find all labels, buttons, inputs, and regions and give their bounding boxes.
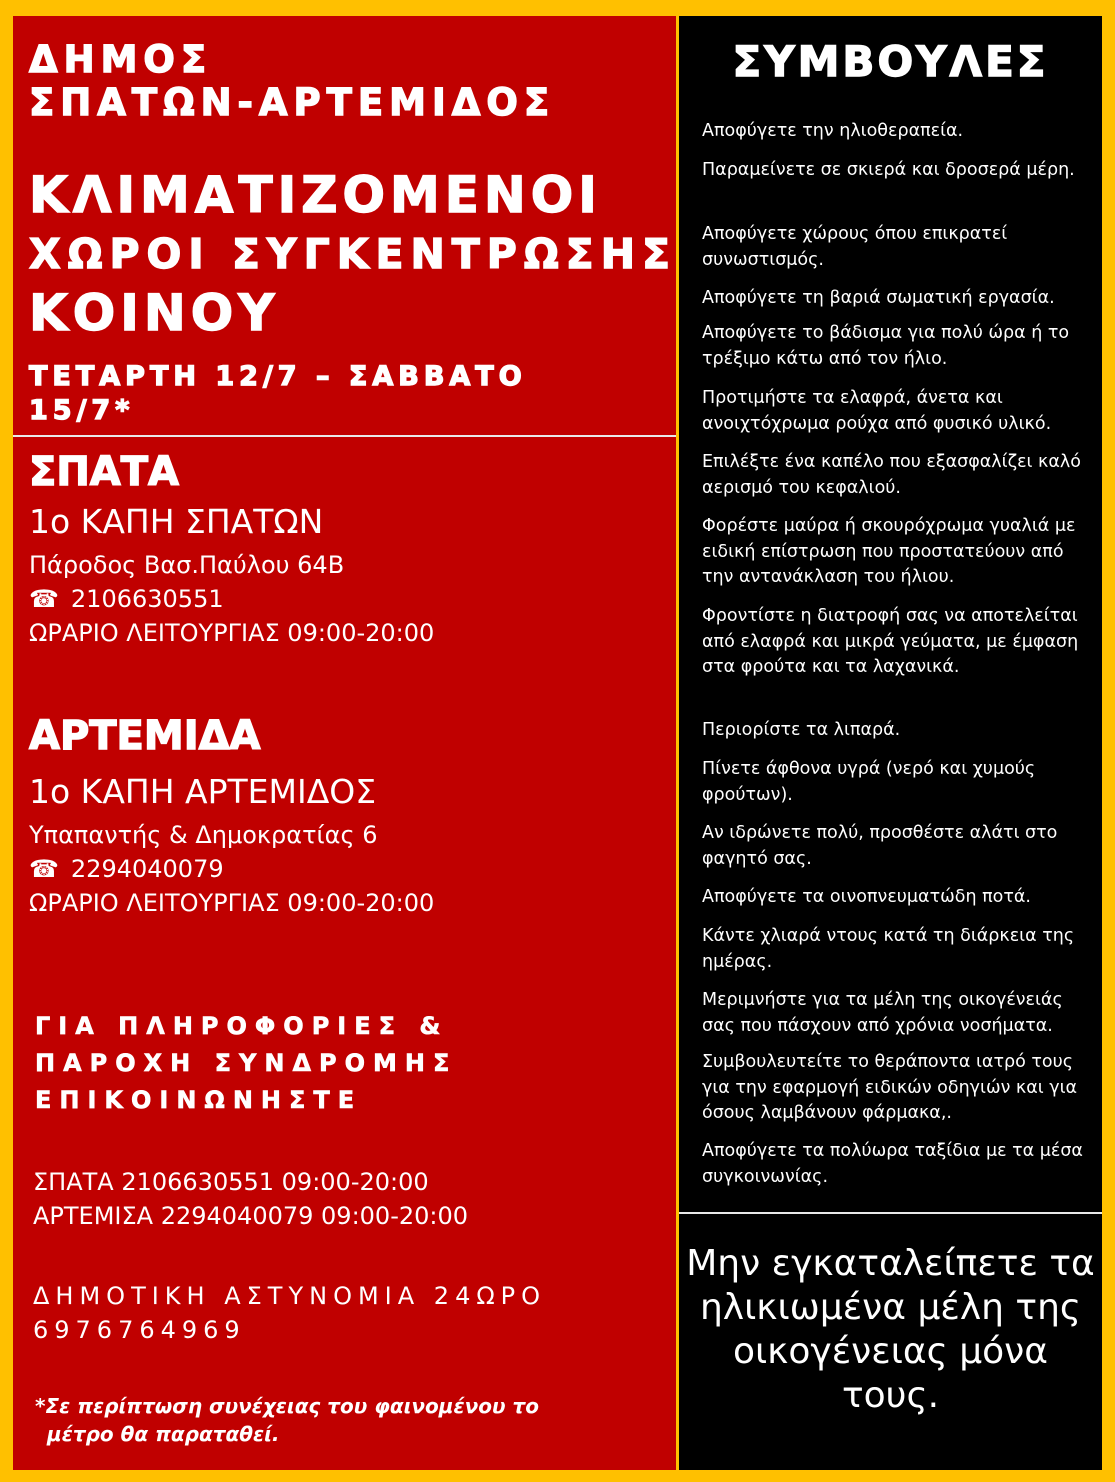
info-heading [35, 1008, 457, 1119]
tip-item: Αποφύγετε χώρους όπου επικρατεί συνωστισμός. [702, 224, 1008, 270]
right-panel [679, 16, 1102, 1470]
note-line-2: μέτρο θα παραταθεί. [47, 1422, 280, 1446]
title-line-1: ΚΛΙΜΑΤΙΖΟΜΕΝΟΙ [29, 166, 602, 224]
date-range [29, 360, 527, 428]
telephone-icon: ☎ [29, 855, 59, 883]
tip-item: Παραμείνετε σε σκιερά και δροσερά μέρη. [702, 160, 1075, 180]
tip-item: Αν ιδρώνετε πολύ, προσθέστε αλάτι στο φαγητό σας. [702, 823, 1058, 869]
tip-item: Μεριμνήστε για τα μέλη της οικογένειάς σας που πάσχουν από χρόνια νοσήματα. [702, 990, 1063, 1036]
police-label: ΔΗΜΟΤΙΚΗ ΑΣΤΥΝΟΜΙΑ 24ΩΡΟ [33, 1282, 547, 1310]
municipality-line-1: ΔΗΜΟΣ [29, 38, 213, 81]
header-section [13, 16, 676, 437]
tip-item: Αποφύγετε το βάδισμα για πολύ ώρα ή το τρέξιμο κάτω από τον ήλιο. [702, 323, 1070, 369]
note-line-1: *Σε περίπτωση συνέχειας του φαινομένου το [35, 1394, 539, 1418]
left-panel [13, 16, 676, 1470]
telephone-icon: ☎ [29, 585, 59, 613]
title-line-2: ΧΩΡΟΙ ΣΥΓΚΕΝΤΡΩΣΗΣ [29, 230, 678, 278]
municipal-police [33, 1279, 546, 1347]
tip-item: Αποφύγετε τα οινοπνευματώδη ποτά. [702, 887, 1031, 907]
extension-note [35, 1392, 539, 1448]
center-name: 1ο ΚΑΠΗ ΣΠΑΤΩΝ [29, 502, 324, 541]
tip-item: Περιορίστε τα λιπαρά. [702, 720, 901, 740]
location-artemida [29, 712, 434, 920]
city-name: ΑΡΤΕΜΙΔΑ [29, 713, 261, 759]
tip-item: Προτιμήστε τα ελαφρά, άνετα και ανοιχτόχρωμα ρούχα από φυσικό υλικό. [702, 388, 1052, 434]
info-line-3: ΕΠΙΚΟΙΝΩΝΗΣΤΕ [35, 1086, 363, 1114]
opening-hours: ΩΡΑΡΙΟ ΛΕΙΤΟΥΡΓΙΑΣ 09:00-20:00 [29, 889, 435, 917]
tip-item: Επιλέξτε ένα καπέλο που εξασφαλίζει καλό αερισμό του κεφαλιού. [702, 452, 1081, 498]
tip-item: Αποφύγετε τα πολύωρα ταξίδια με τα μέσα συγκοινωνίας. [702, 1141, 1083, 1187]
municipality-name [29, 38, 555, 124]
page-title [29, 166, 677, 343]
contact-numbers [33, 1165, 468, 1233]
tip-item: Φορέστε μαύρα ή σκουρόχρωμα γυαλιά με ειδική επίστρωση που προστατεύουν από την αντανάκλαση του ήλιου. [702, 516, 1076, 587]
tips-section [679, 16, 1102, 1214]
phone-line [29, 582, 434, 616]
municipality-line-2: ΣΠΑΤΩΝ-ΑΡΤΕΜΙΔΟΣ [29, 81, 556, 124]
info-line-2: ΠΑΡΟΧΗ ΣΥΝΔΡΟΜΗΣ [35, 1049, 458, 1077]
contact-artemida: ΑΡΤΕΜΙΣΑ 2294040079 09:00-20:00 [33, 1202, 469, 1230]
location-spata [29, 448, 434, 650]
title-line-3: ΚΟΙΝΟΥ [29, 284, 280, 342]
address: Υπαπαντής & Δημοκρατίας 6 [29, 821, 378, 849]
dates-line-2: 15/7* [29, 395, 135, 426]
police-phone: 6976764969 [33, 1316, 246, 1344]
elderly-warning: Μην εγκαταλείπετε τα ηλικιωμένα μέλη της οικογένειας μόνα τους. [686, 1243, 1095, 1416]
phone-line [29, 852, 434, 886]
tip-item: Φροντίστε η διατροφή σας να αποτελείται από ελαφρά και μικρά γεύματα, με έμφαση στα φρούτα και τα λαχανικά. [702, 606, 1079, 677]
tip-item: Κάντε χλιαρά ντους κατά τη διάρκεια της ημέρας. [702, 926, 1075, 972]
tip-item: Αποφύγετε τη βαριά σωματική εργασία. [702, 288, 1055, 308]
opening-hours: ΩΡΑΡΙΟ ΛΕΙΤΟΥΡΓΙΑΣ 09:00-20:00 [29, 619, 435, 647]
dates-line-1: ΤΕΤΑΡΤΗ 12/7 – ΣΑΒΒΑΤΟ [29, 361, 527, 392]
tips-title: ΣΥΜΒΟΥΛΕΣ [732, 37, 1049, 86]
tip-item: Πίνετε άφθονα υγρά (νερό και χυμούς φρούτων). [702, 759, 1036, 805]
phone-number: 2294040079 [70, 855, 224, 883]
city-name: ΣΠΑΤΑ [29, 449, 179, 495]
info-line-1: ΓΙΑ ΠΛΗΡΟΦΟΡΙΕΣ & [35, 1012, 449, 1040]
address: Πάροδος Βασ.Παύλου 64Β [29, 551, 345, 579]
contact-spata: ΣΠΑΤΑ 2106630551 09:00-20:00 [33, 1168, 429, 1196]
center-name: 1ο ΚΑΠΗ ΑΡΤΕΜΙΔΟΣ [29, 772, 377, 811]
phone-number: 2106630551 [70, 585, 224, 613]
tip-item: Αποφύγετε την ηλιοθεραπεία. [702, 121, 964, 141]
tip-item: Συμβουλευτείτε το θεράποντα ιατρό τους για την εφαρμογή ειδικών οδηγιών και για όσους λαμβάνουν φάρμακα,. [702, 1052, 1078, 1123]
